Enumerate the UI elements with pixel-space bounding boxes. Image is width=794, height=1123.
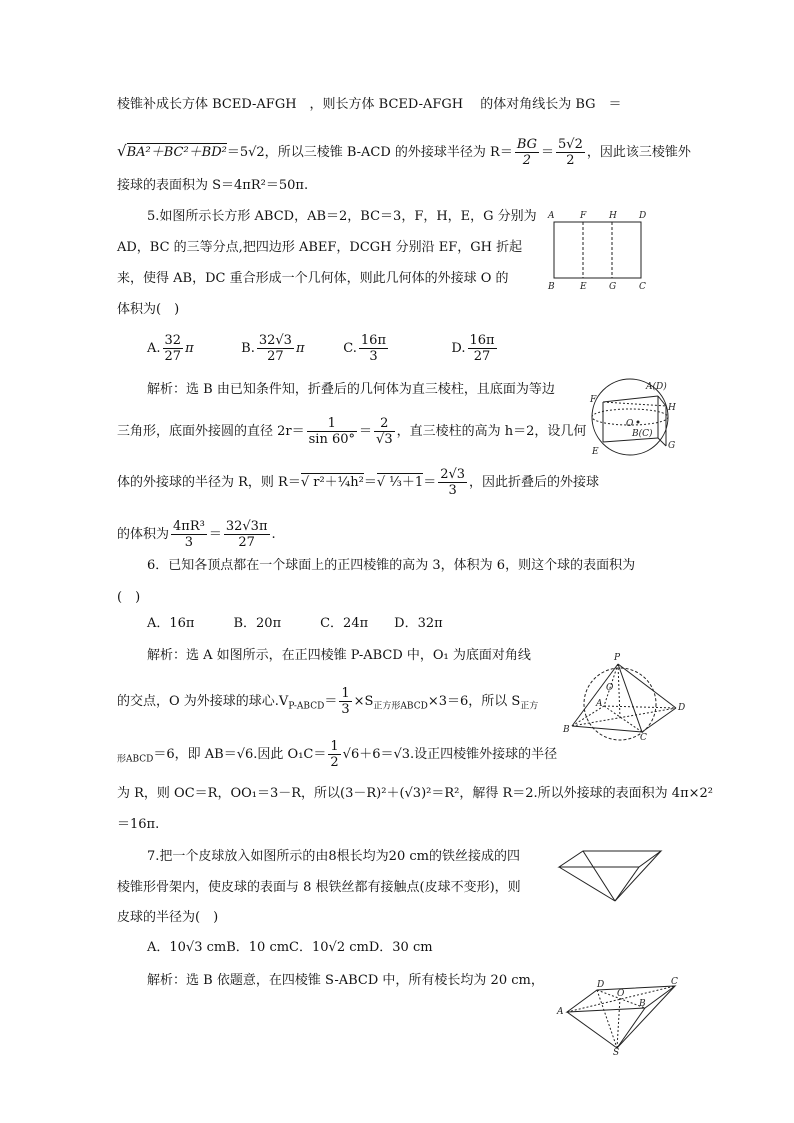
q5-solution-2: 三角形，底面外接圆的直径 2r＝ $\frac{1}{\sin 60^\circ}$ ＝ $\frac{2}{√3}$ ，直三棱柱的高为 h＝2，设几何	[117, 416, 587, 447]
svg-text:B: B	[563, 725, 570, 735]
svg-text:D: D	[639, 211, 647, 221]
q6-line-1: 6．已知各顶点都在一个球面上的正四棱锥的高为 3，体积为 6，则这个球的表面积为	[147, 558, 636, 573]
svg-text:D: D	[678, 703, 686, 713]
svg-text:F: F	[580, 211, 587, 221]
q5-solution-1: 解析：选 B 由已知条件知，折叠后的几何体为直三棱柱，且底面为等边	[147, 382, 555, 397]
intro-line-1: 棱锥补成长方体 BCED-AFGH ，则长方体 BCED-AFGH 的体对角线长为 BG ＝	[117, 97, 622, 112]
svg-text:H: H	[668, 403, 676, 413]
svg-text:F: F	[590, 395, 597, 405]
svg-text:G: G	[668, 441, 676, 451]
svg-text:A: A	[548, 211, 555, 221]
q7-line-1: 7.把一个皮球放入如图所示的由8根长均为20 cm的铁丝接成的四	[147, 849, 520, 864]
q6-solution-4: 为 R，则 OC＝R，OO₁＝3－R，所以(3－R)²＋(√3)²＝R²，解得 R＝2.所以外接球的表面积为 4π×2²	[117, 786, 714, 801]
svg-text:O: O	[606, 683, 614, 693]
q5-line-2: AD，BC 的三等分点,把四边形 ABEF，DCGH 分别沿 EF，GH 折起	[117, 240, 523, 255]
q6-solution-1: 解析：选 A 如图所示，在正四棱锥 P-ABCD 中，O₁ 为底面对角线	[147, 648, 531, 663]
q5-option-d: D. $\frac{16\pi}{27}$	[451, 333, 495, 364]
svg-text:P: P	[614, 653, 621, 663]
svg-text:H: H	[609, 211, 617, 221]
q6-line-2: ( )	[117, 590, 141, 605]
q5-solution-3: 体的外接球的半径为 R，则 R＝√ r²＋¼h²＝√ ⅓＋1＝ $\frac{2√3}{3}$ ，因此折叠后的外接球	[117, 467, 600, 498]
svg-text:O: O	[626, 419, 634, 429]
svg-text:S: S	[613, 1048, 620, 1056]
rectangle-figure	[540, 208, 655, 296]
pyramid-s-abcd-figure	[555, 976, 680, 1060]
svg-text:C: C	[671, 977, 678, 987]
q5-option-c: C. $\frac{16\pi}{3}$	[343, 333, 386, 364]
q6-solution-2: 的交点，O 为外接球的球心$.V_{P-ABCD}=$ $\frac{1}{3}$ $\times S_{正方形ABCD}\times 3=6$，所以 $S_{正方}$	[117, 686, 539, 717]
q5-option-b: B. $\frac{32√3}{27}$ π	[241, 333, 305, 364]
intro-line-3: 接球的表面积为 S＝4πR²＝50π.	[117, 178, 309, 193]
wire-frame-figure	[555, 845, 665, 909]
pyramid-figure	[560, 650, 690, 746]
q5-option-a: A. $\frac{32}{27}$ π	[147, 333, 194, 364]
svg-text:B(C): B(C)	[632, 429, 653, 439]
svg-text:C: C	[639, 282, 646, 292]
q5-solution-4: 的体积为 $\frac{\text{4πR³}}{3}$ ＝ $\frac{32√3\pi}{27}$ .	[117, 519, 276, 550]
svg-text:C: C	[640, 733, 647, 742]
q5-options	[147, 333, 531, 364]
svg-text:G: G	[609, 282, 617, 292]
q7-solution-1: 解析：选 B 依题意，在四棱锥 S-ABCD 中，所有棱长均为 20 cm，	[147, 973, 544, 988]
q7-options: A．10√3 cmB．10 cmC．10√2 cmD．30 cm	[147, 940, 433, 955]
q7-line-3: 皮球的半径为( )	[117, 910, 219, 925]
q7-line-2: 棱锥形骨架内，使皮球的表面与 8 根铁丝都有接触点(皮球不变形)，则	[117, 880, 521, 895]
q5-line-3: 来，使得 AB，DC 重合形成一个几何体，则此几何体的外接球 O 的	[117, 271, 509, 286]
svg-text:A: A	[557, 1007, 564, 1017]
svg-text:A: A	[596, 699, 603, 709]
intro-line-2: √BA²＋BC²＋BD²＝5√2，所以三棱锥 B-ACD 的外接球半径为 R＝ $\frac{BG}{2}$ ＝ $\frac{5√2}{2}$ ，因此该三棱锥外	[117, 137, 691, 168]
sphere-prism-figure	[588, 376, 678, 462]
svg-text:E: E	[580, 282, 587, 292]
q6-solution-3: $_{形ABCD}$＝6，即 AB＝√6.因此 O₁C＝ $\frac{1}{2}$ √6＋6＝√3.设正四棱锥外接球的半径	[117, 739, 558, 770]
q6-solution-5: ＝16π.	[117, 817, 160, 832]
svg-text:B: B	[639, 999, 646, 1009]
svg-text:O: O	[617, 989, 625, 999]
svg-text:D: D	[597, 980, 605, 990]
svg-text:B: B	[548, 282, 555, 292]
q6-options: A．16π B．20π C．24π D．32π	[147, 616, 443, 631]
svg-text:A(D): A(D)	[646, 382, 667, 392]
svg-text:E: E	[592, 447, 599, 457]
q5-line-1: 5.如图所示长方形 ABCD，AB＝2，BC＝3，F，H，E，G 分别为	[147, 209, 537, 224]
q5-line-4: 体积为( )	[117, 302, 180, 317]
